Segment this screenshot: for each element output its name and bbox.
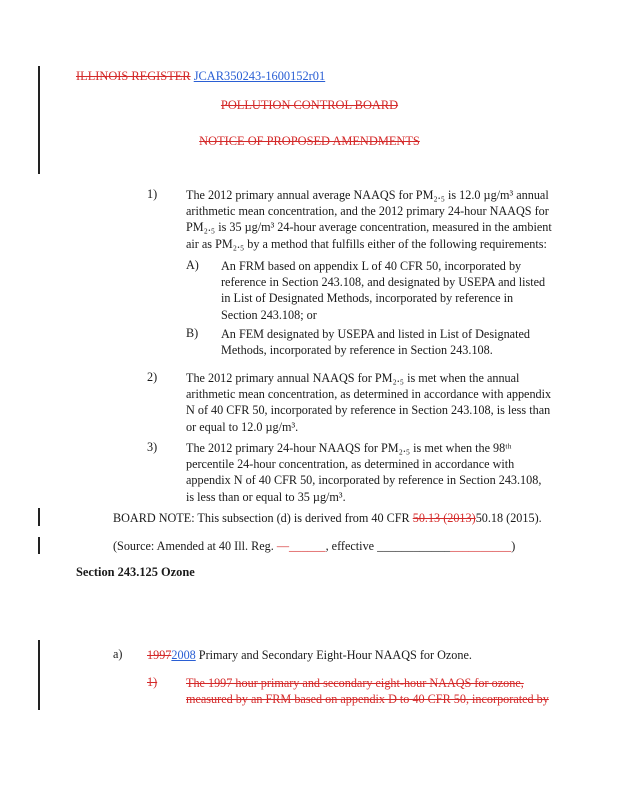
text-line: An FRM based on appendix L of 40 CFR 50, incorporated by xyxy=(221,259,522,273)
text-line: measured by an FRM based on appendix D to 40 CFR 50, incorporated by xyxy=(186,692,549,707)
notice-title: NOTICE OF PROPOSED AMENDMENTS xyxy=(199,134,420,148)
text-line: percentile 24-hour concentration, as determined in accordance with xyxy=(186,457,515,472)
text-line: The 2012 primary 24-hour NAAQS for PM₂.₅ is met when the 98ᵗʰ xyxy=(186,441,512,455)
text-line: N of 40 CFR 50, incorporated by reference in Section 243.108, is less than xyxy=(186,403,551,418)
text-line: or equal to 12.0 µg/m³. xyxy=(186,419,299,434)
jcar-reference: JCAR350243-1600152r01 xyxy=(193,69,326,83)
text-line: in List of Designated Methods, incorporated by reference in xyxy=(221,291,514,306)
text-line: Methods, incorporated by reference in Section 243.108. xyxy=(221,343,493,358)
paragraph-a1 xyxy=(186,675,549,707)
board-note-suffix: 50.18 (2015). xyxy=(475,511,542,525)
change-bar xyxy=(38,640,40,710)
paragraph-B xyxy=(221,326,530,358)
change-bar xyxy=(38,508,40,526)
inserted-year: 2008 xyxy=(171,648,196,662)
board-title: POLLUTION CONTROL BOARD xyxy=(220,98,399,112)
item-number: B) xyxy=(186,326,199,340)
text-line: The 1997 hour primary and secondary eight-hour NAAQS for ozone, xyxy=(186,676,524,690)
item-number: 1) xyxy=(147,675,158,689)
source-middle: , effective xyxy=(325,539,378,553)
paragraph-A xyxy=(221,258,545,323)
text-line: The 2012 primary annual NAAQS for PM₂.₅ is met when the annual xyxy=(186,371,520,385)
paragraph-a xyxy=(147,647,472,663)
effective-blank-inserted: __________ xyxy=(450,539,512,553)
paragraph-1 xyxy=(186,187,552,252)
text-line: Section 243.108; or xyxy=(221,307,317,322)
source-prefix: (Source: Amended at 40 Ill. Reg. xyxy=(113,539,277,553)
text-line: An FEM designated by USEPA and listed in List of Designated xyxy=(221,327,530,341)
struck-citation: 50.13 (2013) xyxy=(412,511,476,525)
source-close: ) xyxy=(511,539,516,553)
section-heading: Section 243.125 Ozone xyxy=(76,565,195,579)
source-note xyxy=(113,538,515,554)
item-number: A) xyxy=(186,258,199,272)
register-blank: —______ xyxy=(276,539,326,553)
text-line: is less than or equal to 35 µg/m³. xyxy=(186,489,346,504)
text-line: arithmetic mean concentration, as determined in accordance with appendix xyxy=(186,387,552,402)
text-line: appendix N of 40 CFR 50, incorporated by reference in Section 243.108, xyxy=(186,473,542,488)
paragraph-3 xyxy=(186,440,541,505)
effective-blank: ____________ xyxy=(377,539,451,553)
item-number: 3) xyxy=(147,440,158,454)
board-note-prefix: BOARD NOTE: This subsection (d) is derived from 40 CFR xyxy=(113,511,413,525)
text-line: air as PM₂.₅ by a method that fulfills either of the following requirements: xyxy=(186,236,547,251)
item-number: a) xyxy=(113,647,123,661)
board-note xyxy=(113,510,542,526)
struck-year: 1997 xyxy=(147,648,172,662)
paragraph-a-text: Primary and Secondary Eight-Hour NAAQS for Ozone. xyxy=(195,648,472,662)
text-line: The 2012 primary annual average NAAQS for PM₂.₅ is 12.0 µg/m³ annual xyxy=(186,188,549,202)
text-line: PM₂.₅ is 35 µg/m³ 24-hour average concentration, measured in the ambient xyxy=(186,220,552,235)
text-line: arithmetic mean concentration, and the 2012 primary 24-hour NAAQS for xyxy=(186,204,549,219)
item-number: 1) xyxy=(147,187,158,201)
paragraph-2 xyxy=(186,370,551,435)
change-bar xyxy=(38,537,40,554)
item-number: 2) xyxy=(147,370,158,384)
change-bar xyxy=(38,66,40,174)
register-title: ILLINOIS REGISTER xyxy=(76,69,191,83)
text-line: reference in Section 243.108, and designated by USEPA and listed xyxy=(221,275,546,290)
register-header xyxy=(76,69,325,84)
